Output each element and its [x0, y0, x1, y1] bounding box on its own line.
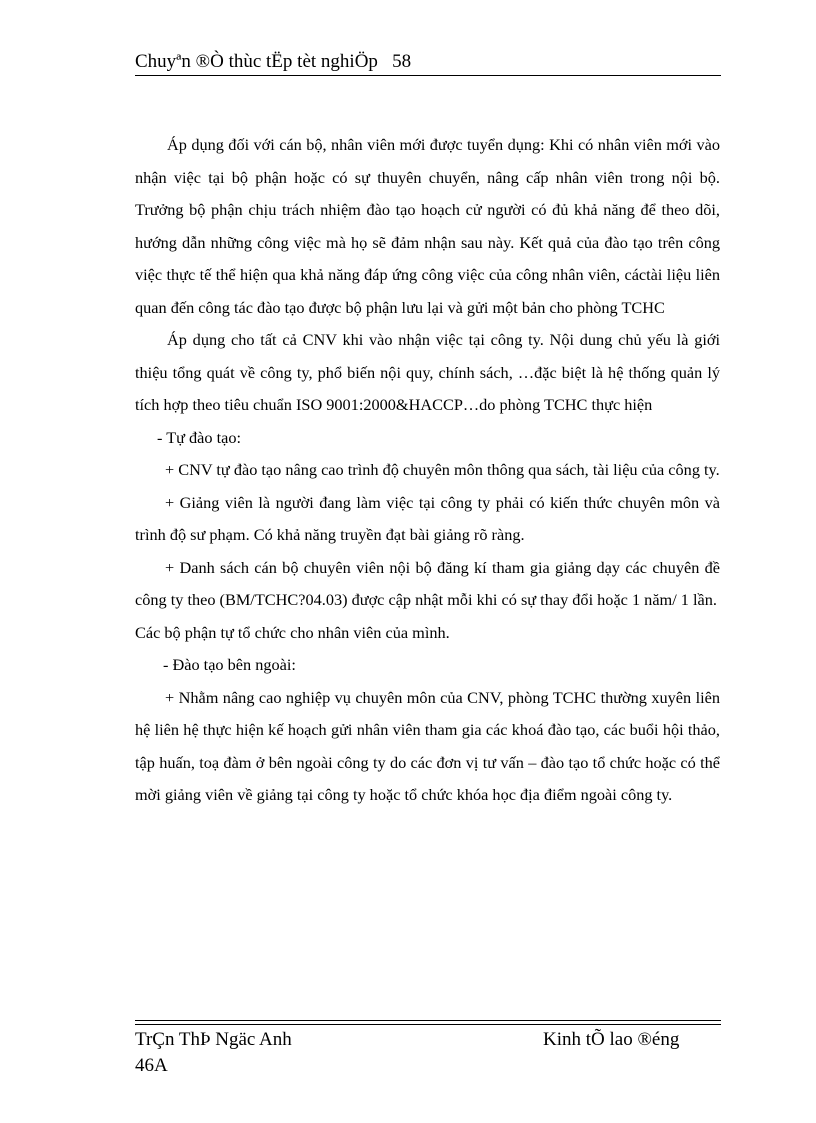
paragraph: Các bộ phận tự tổ chức cho nhân viên của mình. [135, 622, 450, 642]
list-heading: - Tự đào tạo: [157, 427, 242, 447]
paragraph: Áp dụng cho tất cả CNV khi vào nhận việc tại công ty. Nội dung chủ yếu là giới thiệu tổng quát về công ty, phổ biến nội quy, chính sách, …đặc biệt là hệ thống quản lý tích hợp theo tiêu chuẩn ISO 9001:2000&HACCP…do phòng TCHC thực hiện [135, 330, 720, 414]
header-page-number: 58 [392, 51, 412, 72]
list-item: + CNV tự đào tạo nâng cao trình độ chuyên môn thông qua sách, tài liệu của công ty. [165, 460, 720, 479]
list-heading: - Đào tạo bên ngoài: [163, 655, 296, 674]
list-item: + Giảng viên là người đang làm việc tại công ty phải có kiến thức chuyên môn và trình độ sư phạm. Có khả năng truyền đạt bài giảng rõ ràng. [135, 492, 720, 544]
paragraph: Áp dụng đối với cán bộ, nhân viên mới được tuyển dụng: Khi có nhân viên mới vào nhận việc tại bộ phận hoặc có sự thuyên chuyển, nâng cấp nhân viên trong nội bộ. Trưởng bộ phận chịu trách nhiệm đào tạo hoạch cử người có đủ khả năng để theo dõi, hướng dẫn những công việc mà họ sẽ đảm nhận sau này. Kết quả của đào tạo trên công việc thực tế thể hiện qua khả năng đáp ứng công việc của công nhân viên, cáctài liệu liên quan đến công tác đào tạo được bộ phận lưu lại và gửi một bản cho phòng TCHC [135, 135, 720, 317]
document-body [135, 129, 720, 812]
page-header [135, 50, 720, 74]
list-item: + Danh sách cán bộ chuyên viên nội bộ đăng kí tham gia giảng dạy các chuyên đề công ty theo (BM/TCHC?04.03) được cập nhật mỗi khi có sự thay đổi hoặc 1 năm/ 1 lần. [135, 557, 720, 609]
footer-department: Kinh tÕ lao ®éng [543, 1029, 680, 1050]
footer-author: TrÇn ThÞ Ngäc Anh [135, 1029, 292, 1050]
header-title: Chuyªn ®Ò thùc tËp tèt nghiÖp [135, 51, 378, 72]
footer-divider-bottom [135, 1024, 721, 1025]
header-divider [135, 75, 721, 76]
footer-divider-top [135, 1020, 721, 1021]
list-item: + Nhằm nâng cao nghiệp vụ chuyên môn của CNV, phòng TCHC thường xuyên liên hệ liên hệ thực hiện kế hoạch gửi nhân viên tham gia các khoá đào tạo, các buổi hội thảo, tập huấn, toạ đàm ở bên ngoài công ty do các đơn vị tư vấn – đào tạo tổ chức hoặc có thể mời giảng viên về giảng tại công ty hoặc tổ chức khóa học địa điểm ngoài công ty. [135, 687, 720, 804]
footer-class-code: 46A [135, 1055, 168, 1076]
